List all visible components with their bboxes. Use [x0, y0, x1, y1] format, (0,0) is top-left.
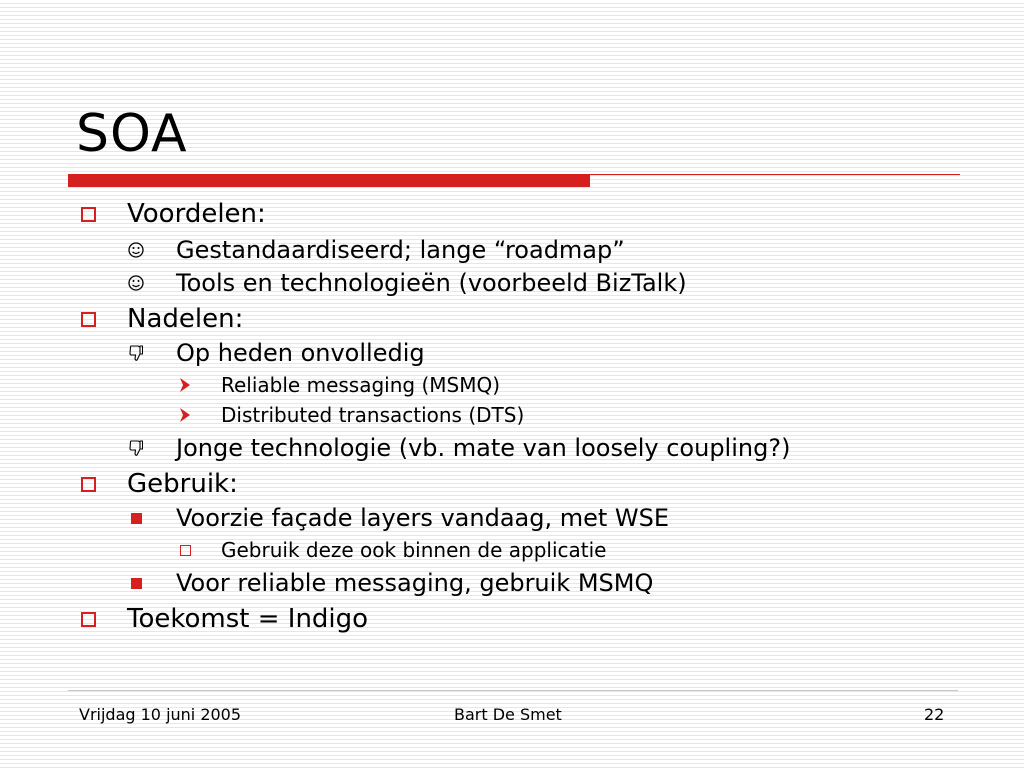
bullet-text: Gebruik deze ook binnen de applicatie [221, 538, 607, 562]
arrow-head-icon [176, 371, 194, 399]
smiley-icon [126, 267, 146, 299]
bullet-text: Voordelen: [127, 199, 266, 229]
footer-date: Vrijdag 10 juni 2005 [79, 705, 242, 724]
thumbs-down-icon [126, 432, 146, 464]
bullet-text: Nadelen: [127, 304, 244, 334]
bullet-text: Reliable messaging (MSMQ) [221, 373, 501, 397]
bullet-text: Gestandaardiseerd; lange “roadmap” [176, 236, 625, 264]
footer-rule [68, 690, 958, 691]
slide-title: SOA [76, 104, 188, 164]
solid-square-icon [126, 502, 146, 534]
bullet-text: Voorzie façade layers vandaag, met WSE [176, 504, 670, 532]
hollow-square-icon [76, 467, 100, 501]
title-rule-thick [68, 175, 590, 187]
solid-square-icon [126, 567, 146, 599]
bullet-text: Tools en technologieën (voorbeeld BizTalk) [176, 269, 687, 297]
bullet-text: Toekomst = Indigo [127, 604, 369, 634]
thumbs-down-icon [126, 337, 146, 369]
bullet-text: Gebruik: [127, 469, 238, 499]
hollow-square-icon [76, 602, 100, 636]
hollow-square-icon [76, 197, 100, 231]
footer-page-number: 22 [924, 705, 945, 724]
bullet-text: Jonge technologie (vb. mate van loosely coupling?) [176, 434, 791, 462]
hollow-square-icon [176, 536, 194, 564]
bullet-text: Op heden onvolledig [176, 339, 425, 367]
arrow-head-icon [176, 401, 194, 429]
footer-author: Bart De Smet [454, 705, 562, 724]
bullet-text: Distributed transactions (DTS) [221, 403, 525, 427]
smiley-icon [126, 234, 146, 266]
hollow-square-icon [76, 302, 100, 336]
bullet-text: Voor reliable messaging, gebruik MSMQ [176, 569, 654, 597]
